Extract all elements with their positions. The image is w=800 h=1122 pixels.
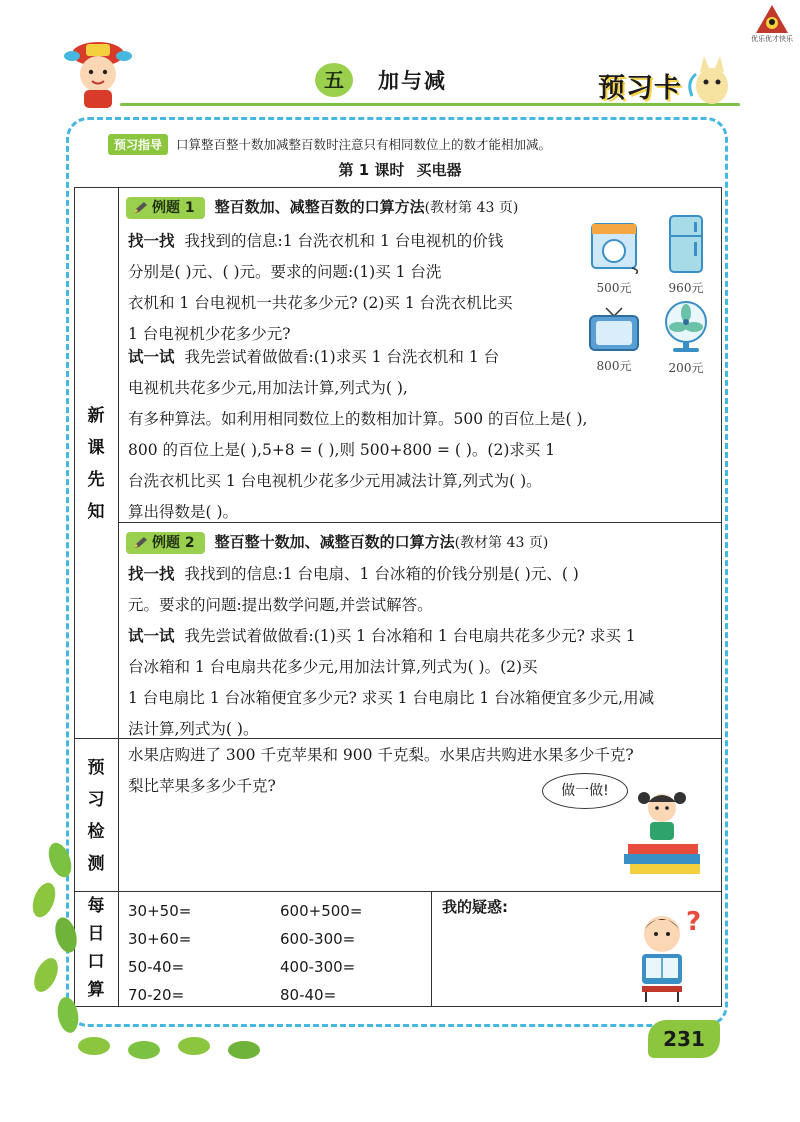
mascot-boy-icon (58, 38, 138, 110)
section-char: 日 (87, 924, 105, 944)
calc-item: 30+50= (128, 902, 192, 920)
find-label: 找一找 (128, 232, 175, 250)
calc-item: 30+60= (128, 930, 192, 948)
pencil-icon (132, 201, 148, 215)
appliance-tv (586, 306, 642, 374)
text-line: 台洗衣机比买 1 台电视机少花多少元用减法计算,列式为( )。 (128, 472, 542, 490)
page-number: 231 (648, 1020, 720, 1058)
guide-badge: 预习指导 (108, 134, 168, 155)
text-line: 1 台电视机少花多少元? (128, 325, 291, 343)
unit-number: 五 (315, 63, 353, 97)
try-label: 试一试 (128, 348, 175, 366)
text-line: 水果店购进了 300 千克苹果和 900 千克梨。水果店共购进水果多少千克? (128, 746, 634, 764)
daily-divider (431, 891, 432, 1007)
unit-title: 加与减 (378, 69, 447, 93)
section-char: 预 (87, 758, 105, 778)
tv-icon (588, 306, 640, 352)
lesson-name: 买电器 (416, 161, 462, 179)
text-line: 1 台电扇比 1 台冰箱便宜多少元? 求买 1 台电扇比 1 台冰箱便宜多少元,用减 (128, 689, 655, 707)
publisher-logo (748, 4, 796, 48)
girl-on-books-icon (620, 786, 704, 882)
text-line: 有多种算法。如利用相同数位上的数相加计算。500 的百位上是( ), (128, 410, 588, 428)
washer-price: 500元 (596, 281, 632, 295)
svg-text:?: ? (686, 907, 702, 937)
section-char: 新 (87, 406, 105, 426)
try-label: 试一试 (128, 627, 175, 645)
row-divider-daily (74, 891, 722, 892)
calc-item: 80-40= (280, 986, 337, 1004)
example2-badge (126, 532, 205, 554)
example1-title: 整百数加、减整百数的口算方法 (214, 198, 425, 216)
logo-text: 优乐优才快乐 (751, 35, 793, 43)
daily-col2 (280, 897, 362, 1009)
fan-icon (661, 300, 711, 354)
daily-col1 (128, 897, 191, 1009)
example2-header (126, 527, 716, 559)
section-char: 习 (87, 790, 105, 810)
section-char: 测 (87, 854, 105, 874)
text-line: 我找到的信息:1 台电扇、1 台冰箱的价钱分别是( )元、( ) (184, 565, 579, 583)
calc-item: 70-20= (128, 986, 185, 1004)
doubt-label: 我的疑惑: (442, 898, 508, 916)
section-char: 口 (87, 952, 105, 972)
column-divider (118, 187, 119, 1007)
calc-item: 50-40= (128, 958, 185, 976)
appliance-fan (658, 300, 714, 376)
guide-text: 口算整百整十数加减整百数时注意只有相同数位上的数才能相加减。 (176, 137, 552, 152)
lesson-title (0, 159, 800, 180)
fridge-price: 960元 (668, 281, 704, 295)
boy-reading-icon (628, 904, 706, 1004)
appliance-fridge (660, 214, 712, 296)
card-label: 预习卡 (598, 73, 682, 104)
section-char: 先 (87, 470, 105, 490)
leaves-decoration-icon (20, 840, 90, 1040)
text-line: 电视机共花多少元,用加法计算,列式为( ), (128, 379, 408, 397)
calc-item: 600+500= (280, 902, 363, 920)
text-line: 我找到的信息:1 台洗衣机和 1 台电视机的价钱 (184, 232, 504, 250)
guide-row (108, 134, 551, 155)
calc-item: 600-300= (280, 930, 356, 948)
text-line: 梨比苹果多多少千克? (128, 777, 276, 795)
tv-price: 800元 (596, 359, 632, 373)
fridge-icon (666, 214, 706, 274)
text-line: 法计算,列式为( )。 (128, 720, 259, 738)
section-char: 算 (87, 980, 105, 1000)
text-line: 算出得数是( )。 (128, 503, 239, 521)
text-line: 元。要求的问题:提出数学问题,并尝试解答。 (128, 596, 433, 614)
example2-body (128, 559, 720, 745)
speech-bubble: 做一做! (542, 773, 628, 809)
section-char: 检 (87, 822, 105, 842)
lesson-label: 第 1 课时 (338, 161, 405, 179)
fan-price: 200元 (668, 361, 704, 375)
text-line: 衣机和 1 台电视机一共花多少元? (2)买 1 台洗衣机比买 (128, 294, 513, 312)
example1-find (128, 226, 588, 350)
find-label: 找一找 (128, 565, 175, 583)
bottom-leaves-icon (74, 1028, 274, 1068)
text-line: 我先尝试着做做看:(1)求买 1 台洗衣机和 1 台 (184, 348, 500, 366)
text-line: 800 的百位上是( ),5+8 = ( ),则 500+800 = ( )。(2)求买 1 (128, 441, 556, 459)
example2-badge-text: 例题 2 (152, 535, 195, 551)
example1-ref: (教材第 43 页) (424, 200, 519, 216)
text-line: 台冰箱和 1 台电扇共花多少元,用加法计算,列式为( )。(2)买 (128, 658, 538, 676)
section-char: 知 (87, 502, 105, 522)
example2-ref: (教材第 43 页) (454, 535, 549, 551)
section-char: 课 (87, 438, 105, 458)
mascot-cat-icon (684, 52, 740, 108)
pencil-icon (132, 536, 148, 550)
example1-badge-text: 例题 1 (152, 200, 195, 216)
appliance-washer (584, 218, 644, 296)
calc-item: 400-300= (280, 958, 356, 976)
section-char: 每 (87, 896, 105, 916)
logo-triangle-icon (755, 4, 789, 34)
text-line: 分别是( )元、( )元。要求的问题:(1)买 1 台洗 (128, 263, 442, 281)
washer-icon (588, 218, 640, 274)
text-line: 我先尝试着做做看:(1)买 1 台冰箱和 1 台电扇共花多少元? 求买 1 (184, 627, 636, 645)
example1-badge (126, 197, 205, 219)
example2-title: 整百整十数加、减整百数的口算方法 (214, 533, 455, 551)
section-label-new (74, 400, 118, 528)
